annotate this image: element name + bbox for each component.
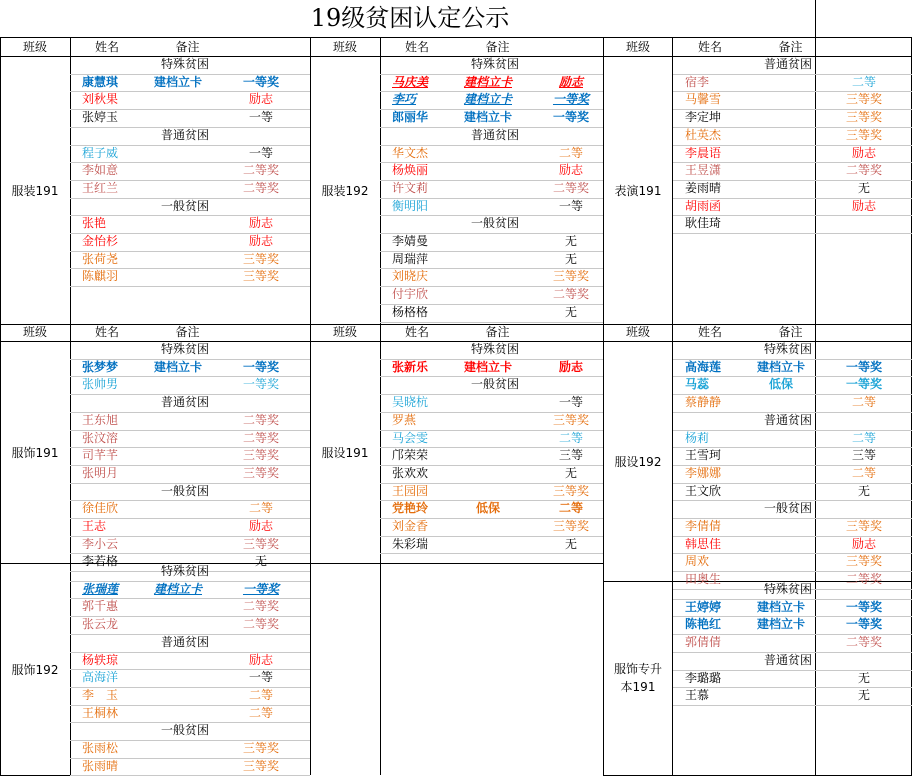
header-name: 姓名 — [697, 40, 722, 54]
table-row — [380, 483, 603, 501]
award-cell: 三等 — [851, 448, 876, 463]
table-row — [673, 376, 912, 394]
row-line — [380, 553, 603, 554]
student-name: 李晨语 — [685, 145, 722, 160]
award-cell: 一等奖 — [552, 110, 589, 125]
award-cell: 二等 — [851, 465, 876, 480]
table-row — [380, 91, 603, 109]
award-cell: 无 — [564, 234, 577, 248]
student-name: 付宇欣 — [392, 287, 429, 302]
header-note: 备注 — [485, 40, 510, 54]
award-cell: 一等奖 — [242, 377, 279, 392]
student-name: 张欢欢 — [392, 465, 429, 480]
student-name: 周欢 — [685, 554, 710, 569]
section-label: 特殊贫困 — [763, 582, 812, 596]
award-cell: 二等 — [851, 430, 876, 445]
table-row — [380, 447, 603, 465]
award-cell: 一等 — [248, 110, 273, 125]
table-row — [380, 233, 603, 251]
award-cell: 无 — [564, 465, 577, 480]
section-label: 普通贫困 — [763, 412, 812, 427]
row-line — [673, 233, 912, 234]
table-row — [70, 233, 310, 251]
award-cell: 二等 — [558, 430, 583, 445]
table-row — [380, 518, 603, 536]
student-name: 刘晓庆 — [392, 269, 429, 284]
award-cell: 无 — [857, 670, 870, 685]
section-label: 一般贫困 — [470, 216, 519, 231]
table-row — [673, 180, 912, 198]
note-cell: 建档立卡 — [463, 74, 512, 89]
table-row — [70, 669, 310, 687]
section-label: 一般贫困 — [470, 377, 519, 392]
class-name: 服饰专升本191 — [613, 662, 662, 694]
column-header-row — [603, 323, 912, 342]
student-name: 党艳玲 — [392, 501, 429, 516]
header-class: 班级 — [625, 40, 650, 54]
award-cell: 三等奖 — [845, 127, 882, 142]
award-cell: 二等 — [248, 705, 273, 720]
table-row — [380, 359, 603, 377]
table-row — [673, 198, 912, 216]
table-row — [380, 251, 603, 269]
student-name: 李小云 — [82, 536, 119, 551]
award-cell: 三等奖 — [552, 483, 589, 498]
award-cell: 二等奖 — [845, 572, 882, 587]
table-row — [673, 359, 912, 377]
student-name: 李若格 — [82, 554, 119, 569]
table-row — [380, 145, 603, 163]
award-cell: 三等奖 — [845, 519, 882, 533]
column-header-row — [603, 38, 912, 57]
table-row — [380, 536, 603, 554]
award-cell: 三等 — [558, 448, 583, 463]
table-row — [380, 109, 603, 127]
header-name: 姓名 — [404, 325, 429, 339]
student-name: 韩思佳 — [685, 536, 722, 551]
award-cell: 三等奖 — [552, 269, 589, 284]
award-cell: 三等奖 — [242, 465, 279, 480]
award-cell: 三等奖 — [845, 110, 882, 125]
row-line — [70, 286, 310, 287]
header-note: 备注 — [778, 325, 803, 339]
award-cell: 励志 — [558, 359, 583, 374]
note-cell: 低保 — [768, 377, 793, 392]
award-cell: 励志 — [248, 234, 273, 248]
table-row — [380, 162, 603, 180]
table-row — [380, 286, 603, 304]
student-name: 张新乐 — [392, 359, 429, 374]
student-name: 马蕊 — [685, 377, 710, 392]
table-row — [380, 430, 603, 448]
student-name: 王园园 — [392, 483, 429, 498]
award-cell: 二等 — [558, 501, 583, 516]
award-cell: 二等 — [248, 687, 273, 702]
table-row — [673, 430, 912, 448]
student-name: 张汶溶 — [82, 430, 119, 445]
student-name: 金怡杉 — [82, 234, 119, 248]
header-name: 姓名 — [404, 40, 429, 54]
award-cell: 一等奖 — [845, 599, 882, 614]
table-row — [70, 652, 310, 670]
table-row — [70, 581, 310, 599]
award-cell: 励志 — [851, 536, 876, 551]
table-row — [380, 198, 603, 216]
note-cell: 建档立卡 — [153, 74, 202, 89]
award-cell: 无 — [564, 251, 577, 266]
section-label: 一般贫困 — [763, 501, 812, 516]
award-cell: 二等 — [558, 145, 583, 160]
award-cell: 二等奖 — [242, 430, 279, 445]
table-row — [70, 215, 310, 233]
award-cell: 三等奖 — [242, 251, 279, 266]
student-name: 郎丽华 — [392, 110, 429, 125]
table-row — [673, 91, 912, 109]
student-name: 郭千惠 — [82, 599, 119, 614]
student-name: 杨格格 — [392, 304, 429, 319]
student-name: 马庆美 — [392, 74, 429, 89]
table-row — [70, 465, 310, 483]
table-row — [70, 740, 310, 758]
table-row — [380, 394, 603, 412]
student-name: 王志 — [82, 519, 107, 533]
student-name: 李婧曼 — [392, 234, 429, 248]
award-cell: 励志 — [248, 519, 273, 533]
note-cell: 建档立卡 — [756, 359, 805, 374]
section-label: 普通贫困 — [470, 127, 519, 142]
table-row — [673, 127, 912, 145]
row-line — [673, 705, 912, 706]
student-name: 罗燕 — [392, 412, 417, 427]
table-row — [380, 268, 603, 286]
award-cell: 二等奖 — [242, 163, 279, 178]
table-row — [70, 500, 310, 518]
student-name: 王红兰 — [82, 180, 119, 195]
award-cell: 二等奖 — [242, 599, 279, 614]
award-cell: 励志 — [558, 74, 583, 89]
grid-line — [310, 563, 603, 564]
table-row — [673, 215, 912, 233]
award-cell: 三等奖 — [845, 554, 882, 569]
student-name: 李娜娜 — [685, 465, 722, 480]
table-row — [673, 553, 912, 571]
award-cell: 无 — [857, 180, 870, 195]
student-name: 陈艳红 — [685, 617, 722, 632]
student-name: 杨莉 — [685, 430, 710, 445]
table-row — [70, 705, 310, 723]
note-cell: 建档立卡 — [463, 359, 512, 374]
table-row — [380, 465, 603, 483]
award-cell: 二等奖 — [552, 180, 589, 195]
table-row — [673, 465, 912, 483]
column-header-row — [0, 38, 310, 57]
table-row — [673, 74, 912, 92]
table-row — [70, 447, 310, 465]
table-row — [70, 598, 310, 616]
class-name: 服饰191 — [11, 445, 59, 460]
note-cell: 建档立卡 — [756, 617, 805, 632]
header-class: 班级 — [22, 40, 47, 54]
student-name: 王婷婷 — [685, 599, 722, 614]
award-cell: 二等 — [851, 74, 876, 89]
student-name: 郭倩倩 — [685, 635, 722, 650]
table-row — [70, 268, 310, 286]
award-cell: 励志 — [851, 198, 876, 213]
page-title: 19级贫困认定公示 — [310, 4, 510, 32]
section-label: 特殊贫困 — [160, 342, 209, 356]
student-name: 司芊芊 — [82, 448, 119, 463]
table-row — [673, 483, 912, 501]
section-label: 普通贫困 — [763, 652, 812, 667]
student-name: 衡明阳 — [392, 198, 429, 213]
table-row — [673, 447, 912, 465]
section-label: 普通贫困 — [763, 57, 812, 71]
student-name: 康慧琪 — [82, 74, 119, 89]
section-label: 特殊贫困 — [470, 342, 519, 356]
student-name: 程子威 — [82, 145, 119, 160]
student-name: 高海莲 — [685, 359, 722, 374]
student-name: 杨焕丽 — [392, 163, 429, 178]
table-row — [70, 518, 310, 536]
header-note: 备注 — [778, 40, 803, 54]
student-name: 杜英杰 — [685, 127, 722, 142]
award-cell: 励志 — [248, 92, 273, 107]
student-name: 许文莉 — [392, 180, 429, 195]
student-name: 王文欣 — [685, 483, 722, 498]
student-name: 王慕 — [685, 688, 710, 703]
student-name: 刘秋果 — [82, 92, 119, 107]
award-cell: 一等奖 — [552, 92, 589, 107]
table-row — [380, 74, 603, 92]
table-row — [673, 634, 912, 652]
table-row — [70, 162, 310, 180]
table-row — [70, 616, 310, 634]
column-header-row — [310, 323, 603, 342]
class-name: 服饰192 — [11, 662, 59, 677]
section-label: 特殊贫困 — [763, 342, 812, 356]
award-cell: 三等奖 — [845, 92, 882, 107]
header-note: 备注 — [175, 325, 200, 339]
student-name: 华文杰 — [392, 145, 429, 160]
award-cell: 无 — [254, 554, 267, 569]
student-name: 蔡静静 — [685, 395, 722, 410]
note-cell: 建档立卡 — [463, 92, 512, 107]
table-row — [70, 251, 310, 269]
table-row — [70, 430, 310, 448]
section-label: 普通贫困 — [160, 127, 209, 142]
award-cell: 二等 — [248, 501, 273, 516]
award-cell: 一等奖 — [242, 359, 279, 374]
award-cell: 一等奖 — [242, 74, 279, 89]
column-header-row — [310, 38, 603, 57]
student-name: 张雨晴 — [82, 758, 119, 773]
student-name: 李 玉 — [82, 687, 119, 702]
student-name: 姜雨晴 — [685, 180, 722, 195]
note-cell: 建档立卡 — [756, 599, 805, 614]
table-row — [673, 670, 912, 688]
award-cell: 一等 — [558, 395, 583, 410]
student-name: 李倩倩 — [685, 519, 722, 533]
table-row — [673, 109, 912, 127]
student-name: 张帅男 — [82, 377, 119, 392]
table-row — [673, 145, 912, 163]
student-name: 王雪珂 — [685, 448, 722, 463]
student-name: 张云龙 — [82, 617, 119, 632]
table-row — [70, 758, 310, 776]
student-name: 张梦梦 — [82, 359, 119, 374]
award-cell: 一等奖 — [242, 581, 279, 596]
table-row — [70, 412, 310, 430]
table-row — [380, 500, 603, 518]
student-name: 耿佳琦 — [685, 216, 722, 231]
student-name: 马会雯 — [392, 430, 429, 445]
award-cell: 三等奖 — [552, 519, 589, 533]
student-name: 周瑞萍 — [392, 251, 429, 266]
section-label: 特殊贫困 — [470, 57, 519, 71]
note-cell: 建档立卡 — [153, 359, 202, 374]
award-cell: 三等奖 — [242, 741, 279, 755]
class-name: 表演191 — [614, 183, 662, 198]
table-row — [673, 536, 912, 554]
header-note: 备注 — [175, 40, 200, 54]
award-cell: 二等奖 — [242, 412, 279, 427]
award-cell: 一等奖 — [845, 617, 882, 632]
section-label: 特殊贫困 — [160, 57, 209, 71]
header-class: 班级 — [22, 325, 47, 339]
award-cell: 无 — [857, 688, 870, 703]
award-cell: 二等奖 — [242, 617, 279, 632]
header-class: 班级 — [332, 325, 357, 339]
section-label: 一般贫困 — [160, 198, 209, 213]
table-row — [673, 616, 912, 634]
student-name: 徐佳欣 — [82, 501, 119, 516]
table-row — [70, 376, 310, 394]
section-label: 一般贫困 — [160, 723, 209, 738]
award-cell: 一等奖 — [845, 359, 882, 374]
table-row — [673, 687, 912, 705]
award-cell: 一等 — [248, 145, 273, 160]
header-class: 班级 — [625, 325, 650, 339]
header-note: 备注 — [485, 325, 510, 339]
table-row — [70, 145, 310, 163]
note-cell: 建档立卡 — [463, 110, 512, 125]
student-name: 王桐林 — [82, 705, 119, 720]
award-cell: 三等奖 — [242, 448, 279, 463]
table-row — [673, 518, 912, 536]
table-row — [70, 91, 310, 109]
table-row — [70, 536, 310, 554]
table-row — [70, 74, 310, 92]
header-name: 姓名 — [697, 325, 722, 339]
table-row — [380, 412, 603, 430]
table-row — [380, 180, 603, 198]
student-name: 邝荣荣 — [392, 448, 429, 463]
award-cell: 三等奖 — [552, 412, 589, 427]
student-name: 张明月 — [82, 465, 119, 480]
award-cell: 三等奖 — [242, 536, 279, 551]
award-cell: 二等奖 — [552, 287, 589, 302]
student-name: 张艳 — [82, 216, 107, 231]
award-cell: 二等奖 — [845, 635, 882, 650]
student-name: 李定坤 — [685, 110, 722, 125]
section-label: 一般贫困 — [160, 483, 209, 498]
table-row — [70, 180, 310, 198]
table-row — [70, 687, 310, 705]
student-name: 王昱潇 — [685, 163, 722, 178]
student-name: 张婷玉 — [82, 110, 119, 125]
table-row — [380, 304, 603, 322]
award-cell: 励志 — [558, 163, 583, 178]
student-name: 胡雨函 — [685, 198, 722, 213]
award-cell: 一等 — [248, 670, 273, 685]
table-row — [673, 599, 912, 617]
class-name: 服装192 — [321, 183, 369, 198]
student-name: 李璐璐 — [685, 670, 722, 685]
column-header-row — [0, 323, 310, 342]
student-name: 李巧 — [392, 92, 417, 107]
award-cell: 一等 — [558, 198, 583, 213]
award-cell: 无 — [564, 304, 577, 319]
award-cell: 二等奖 — [242, 180, 279, 195]
class-name: 服设191 — [321, 445, 369, 460]
header-class: 班级 — [332, 40, 357, 54]
student-name: 吴晓杭 — [392, 395, 429, 410]
student-name: 宿李 — [685, 74, 710, 89]
award-cell: 无 — [564, 536, 577, 551]
class-name: 服设192 — [614, 454, 662, 469]
award-cell: 三等奖 — [242, 758, 279, 773]
student-name: 田奥生 — [685, 572, 722, 587]
class-name: 服装191 — [11, 183, 59, 198]
student-name: 张瑞莲 — [82, 581, 119, 596]
student-name: 陈麒羽 — [82, 269, 119, 284]
table-row — [70, 359, 310, 377]
student-name: 刘金香 — [392, 519, 429, 533]
award-cell: 二等 — [851, 395, 876, 410]
award-cell: 励志 — [248, 652, 273, 667]
student-name: 李如意 — [82, 163, 119, 178]
student-name: 高海洋 — [82, 670, 119, 685]
section-label: 特殊贫困 — [160, 564, 209, 578]
section-label: 普通贫困 — [160, 395, 209, 410]
note-cell: 建档立卡 — [153, 581, 202, 596]
table-row — [673, 162, 912, 180]
grid-line — [815, 0, 816, 38]
student-name: 杨轶琼 — [82, 652, 119, 667]
note-cell: 低保 — [475, 501, 500, 516]
student-name: 张荷尧 — [82, 251, 119, 266]
student-name: 朱彩瑞 — [392, 536, 429, 551]
award-cell: 励志 — [851, 145, 876, 160]
table-row — [673, 394, 912, 412]
student-name: 张雨松 — [82, 741, 119, 755]
award-cell: 励志 — [248, 216, 273, 231]
section-label: 普通贫困 — [160, 634, 209, 649]
header-name: 姓名 — [94, 325, 119, 339]
award-cell: 三等奖 — [242, 269, 279, 284]
table-row — [70, 109, 310, 127]
student-name: 马馨雪 — [685, 92, 722, 107]
header-name: 姓名 — [94, 40, 119, 54]
student-name: 王东旭 — [82, 412, 119, 427]
award-cell: 一等奖 — [845, 377, 882, 392]
award-cell: 二等奖 — [845, 163, 882, 178]
award-cell: 无 — [857, 483, 870, 498]
